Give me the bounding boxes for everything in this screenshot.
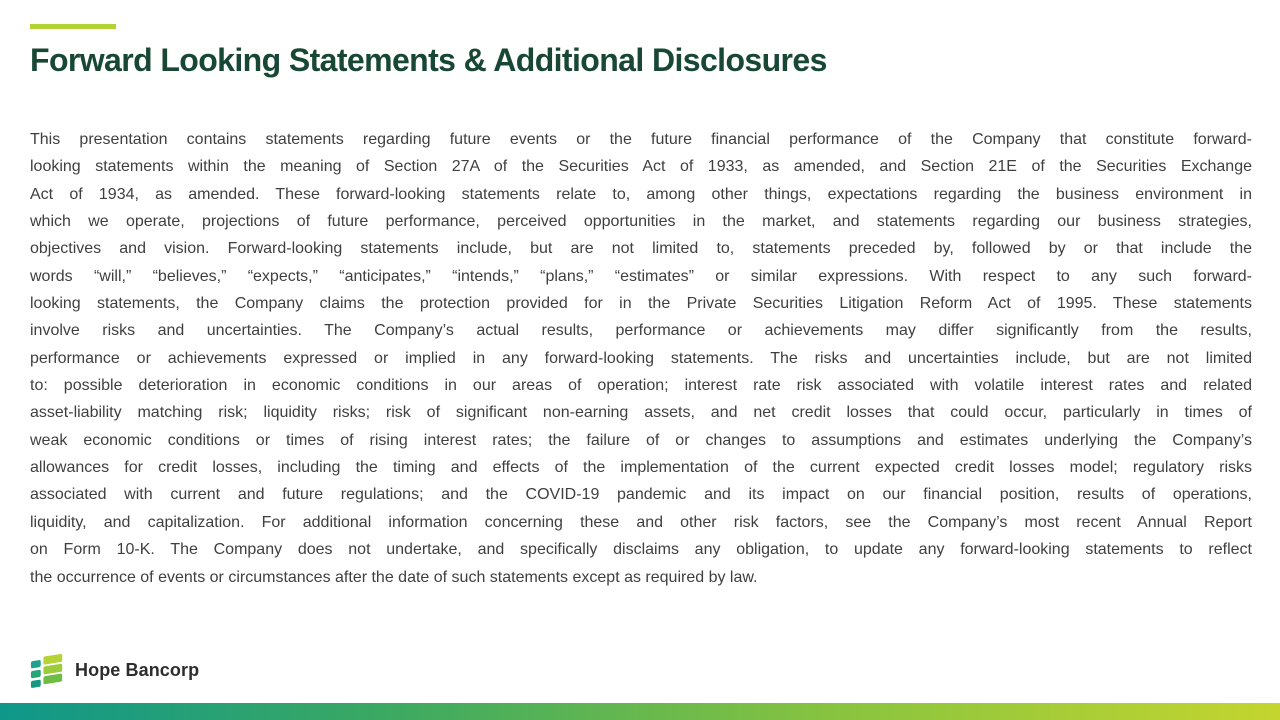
disclaimer-line: Act of 1934, as amended. These forward-looking statements relate to, among other things, expectations regarding the business environment in — [30, 185, 1252, 203]
disclaimer-line: This presentation contains statements regarding future events or the future financial performance of the Company that constitute forward- — [30, 131, 1252, 148]
disclaimer-line: performance or achievements expressed or implied in any forward-looking statements. The risks and uncertainties include, but are not limited — [30, 349, 1252, 367]
disclaimer-line: allowances for credit losses, including the timing and effects of the implementation of the current expected credit losses model; regulatory risks — [30, 459, 1252, 477]
disclaimer-line: looking statements within the meaning of Section 27A of the Securities Act of 1933, as amended, and Section 21E of the Securities Exchange — [30, 158, 1252, 176]
disclaimer-line: involve risks and uncertainties. The Company’s actual results, performance or achievements may differ significantly from the results, — [30, 322, 1252, 340]
logo-text: Hope Bancorp — [75, 659, 200, 680]
page-title: Forward Looking Statements & Additional Disclosures — [30, 42, 827, 78]
bottom-gradient-bar — [0, 703, 1280, 720]
disclaimer-line: associated with current and future regulations; and the COVID-19 pandemic and its impact on our financial position, results of operations, — [30, 486, 1252, 504]
disclaimer-line: the occurrence of events or circumstances after the date of such statements except as required by law. — [30, 568, 758, 586]
disclaimer-line: objectives and vision. Forward-looking statements include, but are not limited to, statements preceded by, followed by or that include the — [30, 240, 1252, 258]
disclaimer-line: looking statements, the Company claims the protection provided for in the Private Securities Litigation Reform Act of 1995. These statements — [30, 295, 1252, 313]
disclaimer-line: liquidity, and capitalization. For additional information concerning these and other risk factors, see the Company’s most recent Annual Report — [30, 513, 1252, 531]
disclaimer-line: words “will,” “believes,” “expects,” “anticipates,” “intends,” “plans,” “estimates” or similar expressions. With respect to any such forward- — [30, 267, 1252, 285]
disclaimer-line: asset-liability matching risk; liquidity risks; risk of significant non-earning assets, and net credit losses that could occur, particularly in times of — [30, 404, 1252, 422]
disclaimer-line: to: possible deterioration in economic conditions in our areas of operation; interest rate risk associated with volatile interest rates and related — [30, 377, 1252, 395]
disclaimer-line: which we operate, projections of future performance, perceived opportunities in the market, and statements regarding our business strategies, — [30, 213, 1252, 231]
hope-bancorp-wave-icon — [28, 649, 66, 691]
disclaimer-text — [30, 126, 1252, 591]
title-accent-line — [30, 24, 116, 29]
hope-bancorp-logo — [28, 649, 199, 691]
disclaimer-line: weak economic conditions or times of rising interest rates; the failure of or changes to assumptions and estimates underlying the Company’s — [30, 431, 1252, 449]
disclaimer-line: on Form 10-K. The Company does not undertake, and specifically disclaims any obligation, to update any forward-looking statements to reflect — [30, 541, 1252, 559]
